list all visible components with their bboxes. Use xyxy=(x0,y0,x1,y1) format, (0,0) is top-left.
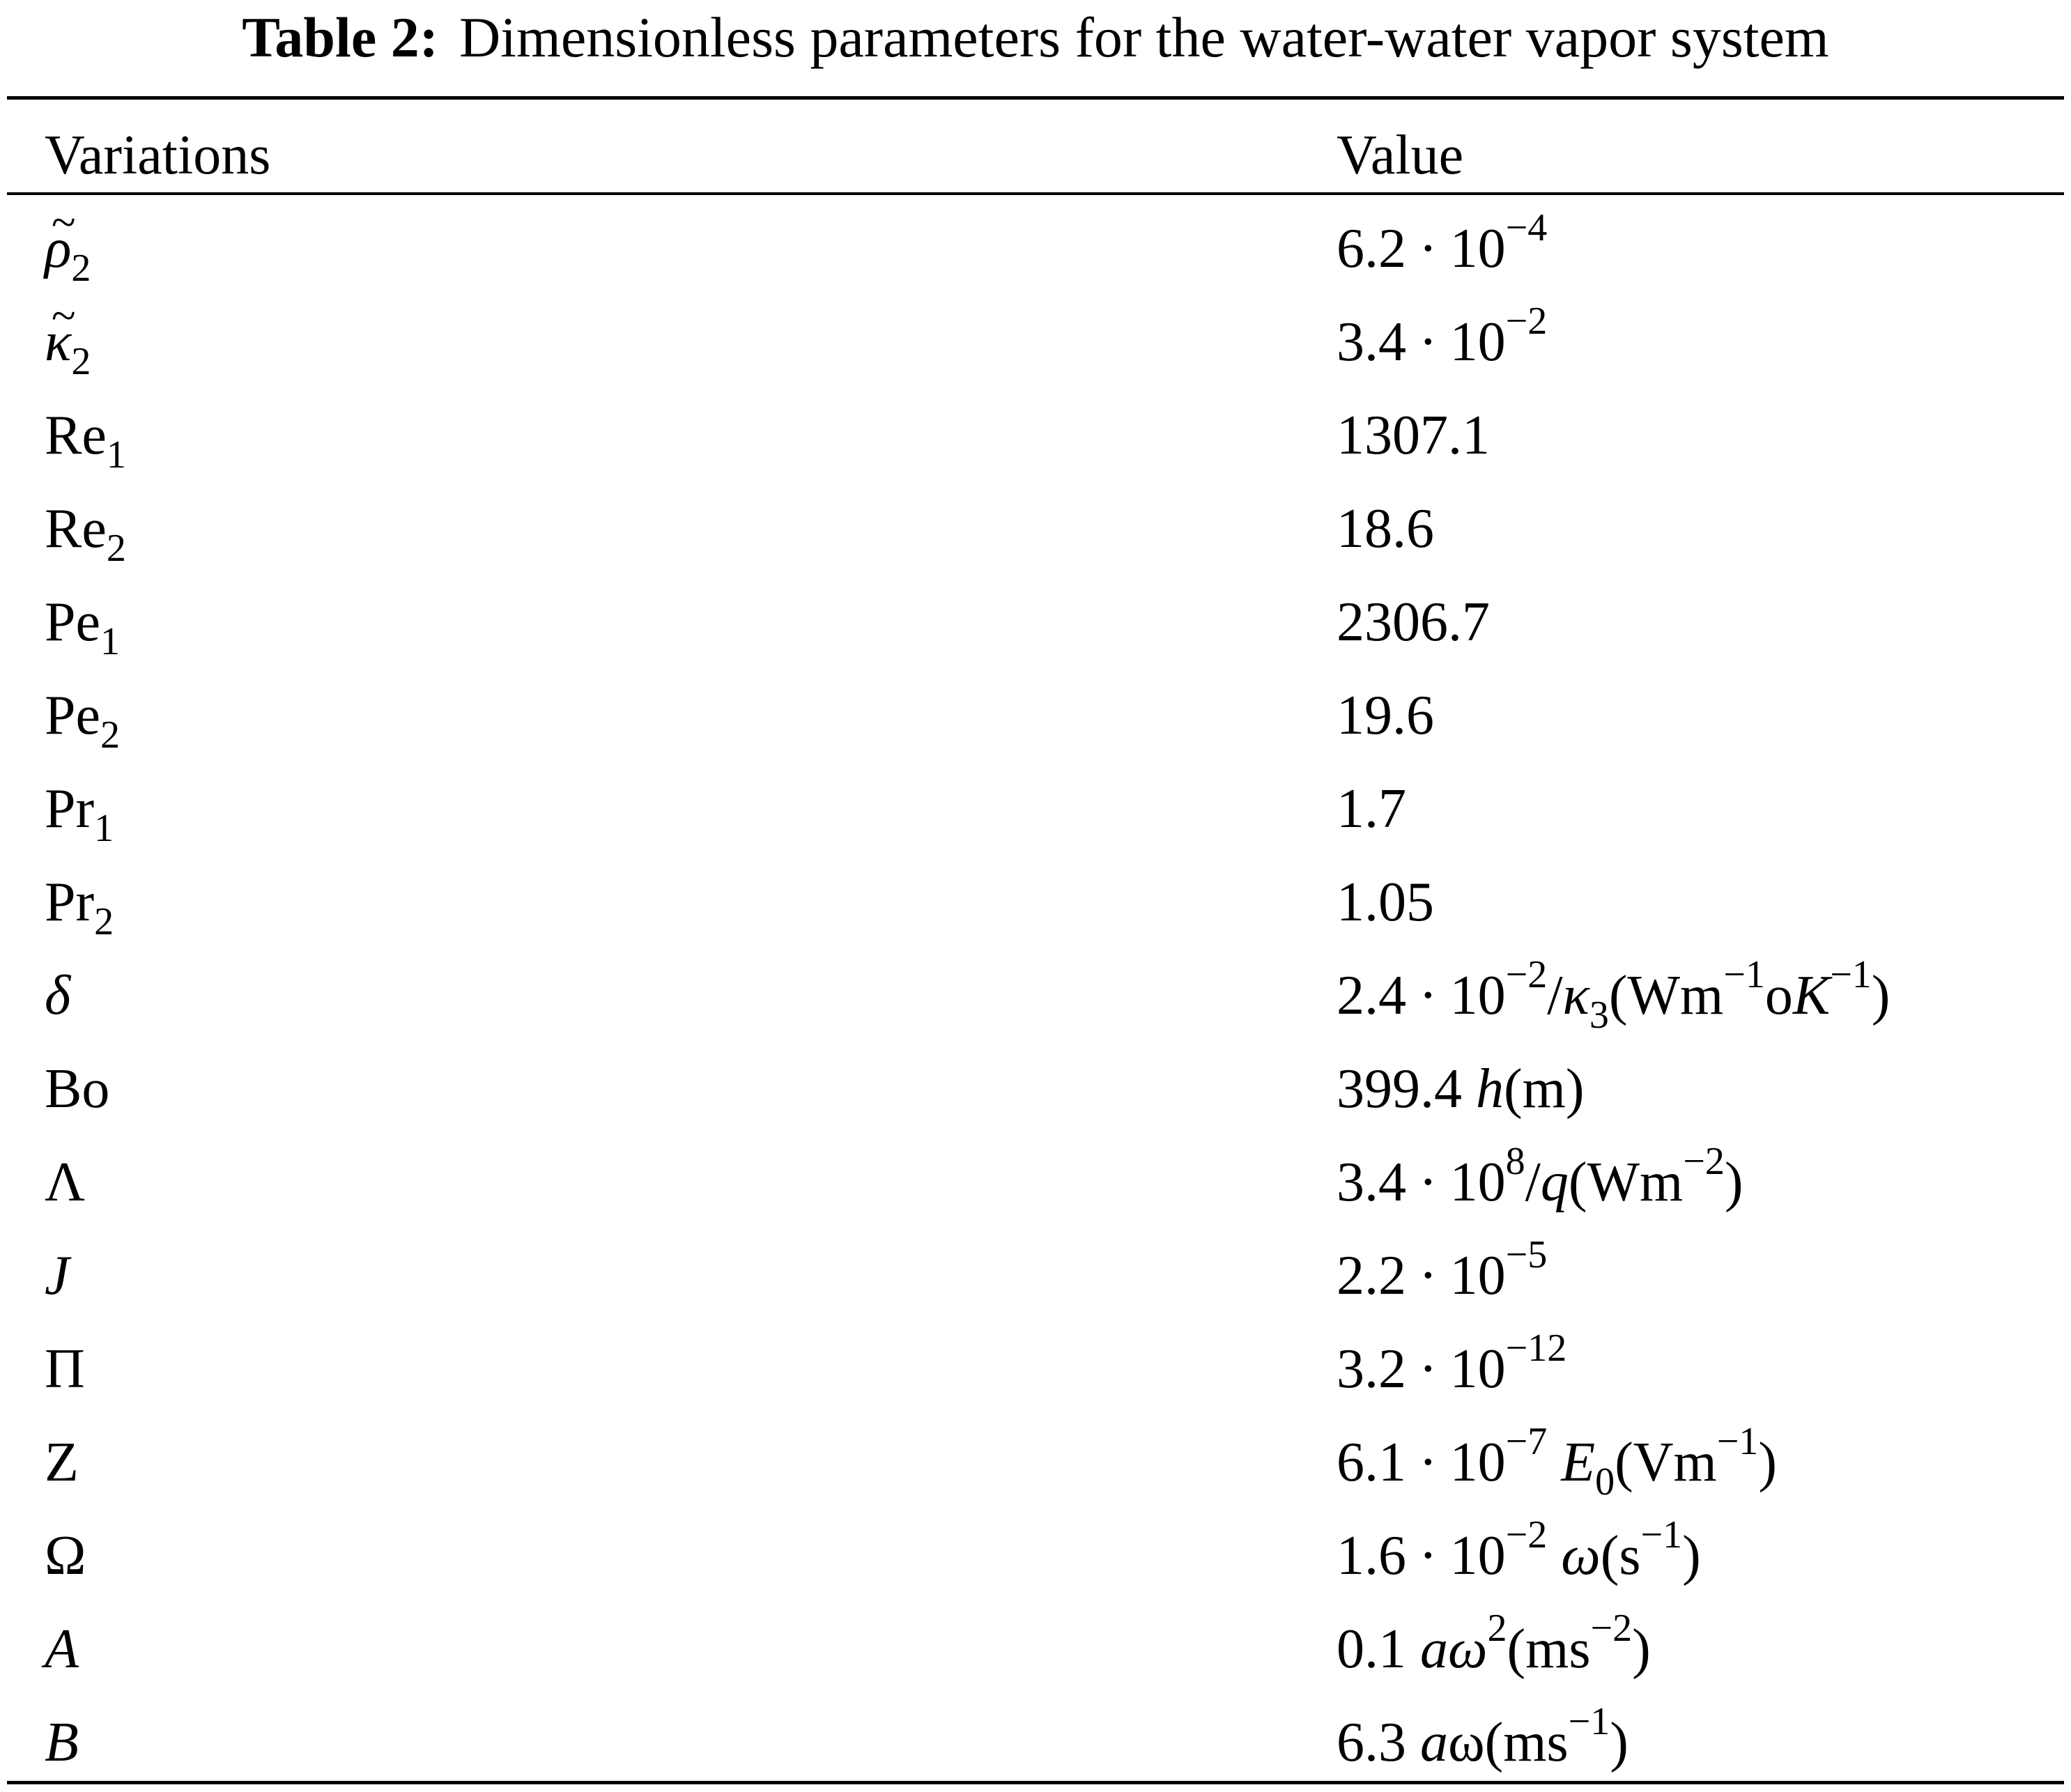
cell-value: $2.2 \cdot 10^{-5}$ xyxy=(1337,1233,1548,1306)
cell-value: $6.2 \cdot 10^{-4}$ xyxy=(1337,206,1548,279)
table-row xyxy=(0,856,2071,949)
table-row xyxy=(0,576,2071,669)
cell-variation: ~ $\kappa_2$ xyxy=(45,295,91,389)
table-row xyxy=(0,389,2071,482)
table-row xyxy=(0,1696,2071,1789)
caption-label: Table 2: xyxy=(242,6,439,69)
cell-value: $3.4 \cdot 10^{-2}$ xyxy=(1337,300,1548,373)
cell-variation: δ xyxy=(45,965,71,1026)
cell-variation: Bo xyxy=(45,1058,110,1120)
bottom-rule xyxy=(7,1781,2064,1784)
cell-variation: Π xyxy=(45,1338,85,1400)
table-header-row xyxy=(0,110,2071,201)
table-row xyxy=(0,202,2071,295)
cell-variation: ~ $\rho_2$ xyxy=(45,202,91,295)
cell-variation: $Pe_2$ xyxy=(45,685,120,757)
cell-value: $1.6 \cdot 10^{-2}$ $\omega(s^{-1})$ xyxy=(1337,1513,1701,1586)
cell-value: 399.4 h(m) xyxy=(1337,1058,1585,1120)
cell-value: 1.7 xyxy=(1337,778,1406,840)
cell-variation: A xyxy=(45,1619,79,1680)
cell-value: 1.05 xyxy=(1337,872,1434,933)
top-rule xyxy=(7,96,2064,100)
cell-value: 19.6 xyxy=(1337,685,1434,746)
cell-variation: B xyxy=(45,1712,79,1773)
cell-value: 1307.1 xyxy=(1337,405,1490,466)
cell-value: 18.6 xyxy=(1337,498,1434,559)
header-rule xyxy=(7,192,2064,195)
header-value: Value xyxy=(1337,125,1464,186)
cell-variation: $Re_1$ xyxy=(45,405,126,477)
table-row xyxy=(0,1602,2071,1696)
table-row xyxy=(0,295,2071,389)
header-variations: Variations xyxy=(45,125,271,186)
table-row xyxy=(0,1229,2071,1322)
cell-variation: $Pe_1$ xyxy=(45,592,120,663)
cell-value: $3.2 \cdot 10^{-12}$ xyxy=(1337,1327,1567,1400)
cell-variation: $Pr_1$ xyxy=(45,778,114,850)
cell-variation: $Pr_2$ xyxy=(45,872,114,943)
table-row xyxy=(0,1042,2071,1136)
caption-title: Dimensionless parameters for the water-water vapor system xyxy=(459,6,1829,69)
cell-value: 6.3 $a\omega(ms^{-1})$ xyxy=(1337,1700,1629,1773)
cell-value: 2306.7 xyxy=(1337,592,1490,653)
cell-value: $2.4 \cdot 10^{-2}/\kappa_3(Wm^{-1}oK^{-1})$ xyxy=(1337,953,1891,1037)
table-row xyxy=(0,762,2071,856)
cell-variation: J xyxy=(45,1245,70,1306)
cell-variation: $Re_2$ xyxy=(45,498,126,570)
table-row xyxy=(0,482,2071,576)
table-row xyxy=(0,949,2071,1042)
cell-variation: Ω xyxy=(45,1525,86,1586)
table-row xyxy=(0,1509,2071,1602)
table-row xyxy=(0,669,2071,762)
table-caption xyxy=(0,3,2071,72)
cell-value: $6.1 \cdot 10^{-7}$ $E_0(Vm^{-1})$ xyxy=(1337,1420,1777,1504)
table-row xyxy=(0,1322,2071,1416)
cell-variation: Z xyxy=(45,1432,79,1493)
cell-variation: Λ xyxy=(45,1152,86,1213)
cell-value: $3.4 \cdot 10^8/q(Wm^{-2})$ xyxy=(1337,1140,1743,1213)
table-row xyxy=(0,1416,2071,1509)
table-row xyxy=(0,1136,2071,1229)
cell-value: 0.1 $a\omega^2(ms^{-2})$ xyxy=(1337,1607,1651,1680)
